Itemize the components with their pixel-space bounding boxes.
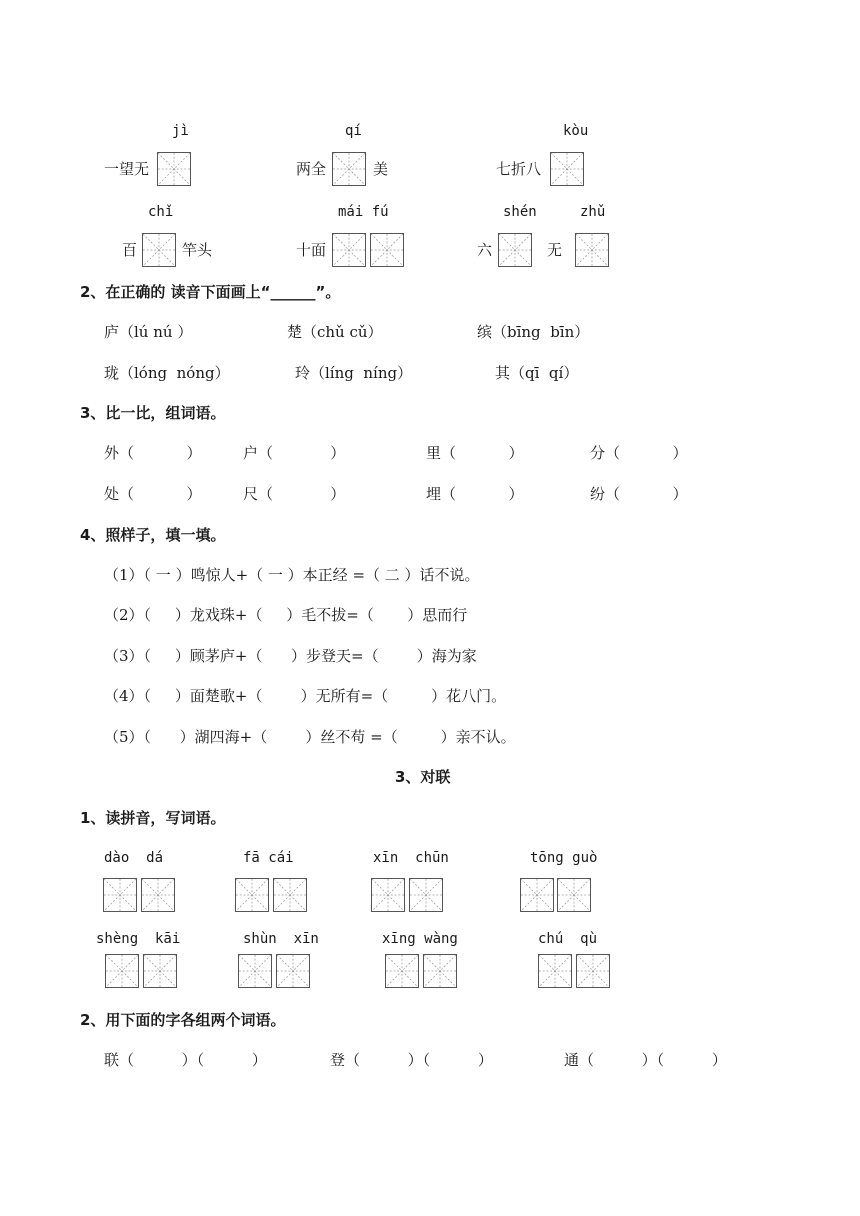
pinyin-label: chú qù — [538, 931, 598, 947]
word-blank[interactable]: 埋（ ） — [426, 485, 524, 503]
writing-box[interactable] — [142, 233, 176, 267]
word-blank[interactable]: 户（ ） — [243, 444, 346, 462]
word-blank[interactable]: 里（ ） — [426, 444, 524, 462]
writing-box[interactable] — [276, 954, 310, 988]
question-title: 1、读拼音，写词语。 — [80, 809, 226, 827]
writing-box[interactable] — [498, 233, 532, 267]
phrase-text: 七折八 — [496, 160, 542, 178]
pinyin-label: chǐ — [148, 204, 174, 220]
writing-box[interactable] — [371, 878, 405, 912]
idiom-row[interactable]: （4）（ ）面楚歌+（ ）无所有=（ ）花八门。 — [104, 687, 507, 705]
reading-option: 楚（chǔ cǔ） — [287, 323, 383, 341]
idiom-row[interactable]: （2）（ ）龙戏珠+（ ）毛不拔=（ ）思而行 — [104, 606, 468, 624]
pinyin-label: xīn chūn — [373, 850, 449, 866]
pinyin-label: qí — [345, 123, 362, 139]
writing-box[interactable] — [332, 152, 366, 186]
reading-option: 缤（bīng bīn） — [477, 323, 590, 341]
writing-box[interactable] — [157, 152, 191, 186]
word-blank[interactable]: 分（ ） — [590, 444, 688, 462]
pinyin-label: xīng wàng — [382, 931, 458, 947]
writing-box[interactable] — [576, 954, 610, 988]
writing-box[interactable] — [105, 954, 139, 988]
pinyin-label: shùn xīn — [243, 931, 319, 947]
writing-box[interactable] — [538, 954, 572, 988]
pinyin-label: fā cái — [243, 850, 294, 866]
lesson-title: 3、对联 — [395, 768, 451, 786]
phrase-text: 十面 — [296, 241, 327, 259]
reading-option: 玲（líng níng） — [295, 364, 413, 382]
writing-box[interactable] — [273, 878, 307, 912]
pinyin-label: dào dá — [104, 850, 164, 866]
phrase-text: 美 — [373, 160, 389, 178]
idiom-row[interactable]: （3）（ ）顾茅庐+（ ）步登天=（ ）海为家 — [104, 647, 477, 665]
question-title: 4、照样子，填一填。 — [80, 526, 226, 544]
word-blank[interactable]: 尺（ ） — [243, 485, 346, 503]
writing-box[interactable] — [238, 954, 272, 988]
pinyin-label: mái fú — [338, 204, 389, 220]
pinyin-label: shén — [503, 204, 537, 220]
writing-box[interactable] — [520, 878, 554, 912]
word-blank[interactable]: 联（ ）（ ） — [104, 1051, 267, 1069]
idiom-row[interactable]: （1）（ 一 ）鸣惊人+（ 一 ）本正经 =（ 二 ）话不说。 — [104, 566, 480, 584]
pinyin-label: tōng guò — [530, 850, 598, 866]
writing-box[interactable] — [557, 878, 591, 912]
word-blank[interactable]: 处（ ） — [104, 485, 202, 503]
writing-box[interactable] — [385, 954, 419, 988]
question-title: 3、比一比，组词语。 — [80, 404, 226, 422]
reading-option: 庐（lú nú ） — [104, 323, 193, 341]
idiom-row[interactable]: （5）（ ）湖四海+（ ）丝不苟 =（ ）亲不认。 — [104, 728, 516, 746]
phrase-text: 竿头 — [182, 241, 213, 259]
writing-box[interactable] — [103, 878, 137, 912]
writing-box[interactable] — [423, 954, 457, 988]
writing-box[interactable] — [409, 878, 443, 912]
phrase-text: 百 — [122, 241, 138, 259]
pinyin-label: shèng kāi — [96, 931, 181, 947]
phrase-text: 两全 — [296, 160, 327, 178]
pinyin-label: zhǔ — [580, 204, 606, 220]
phrase-text: 六 — [477, 241, 493, 259]
phrase-text: 一望无 — [104, 160, 150, 178]
word-blank[interactable]: 纷（ ） — [590, 485, 688, 503]
pinyin-label: kòu — [563, 123, 589, 139]
writing-box[interactable] — [575, 233, 609, 267]
reading-option: 其（qī qí） — [495, 364, 579, 382]
writing-box[interactable] — [141, 878, 175, 912]
phrase-text: 无 — [547, 241, 563, 259]
writing-box[interactable] — [235, 878, 269, 912]
writing-box[interactable] — [332, 233, 366, 267]
writing-box[interactable] — [550, 152, 584, 186]
reading-option: 珑（lóng nóng） — [104, 364, 230, 382]
question-title: 2、用下面的字各组两个词语。 — [80, 1011, 286, 1029]
writing-box[interactable] — [143, 954, 177, 988]
question-title: 2、在正确的 读音下面画上“______”。 — [80, 283, 341, 301]
word-blank[interactable]: 外（ ） — [104, 444, 202, 462]
pinyin-label: jì — [172, 123, 189, 139]
writing-box[interactable] — [370, 233, 404, 267]
word-blank[interactable]: 登（ ）（ ） — [330, 1051, 493, 1069]
word-blank[interactable]: 通（ ）（ ） — [564, 1051, 727, 1069]
